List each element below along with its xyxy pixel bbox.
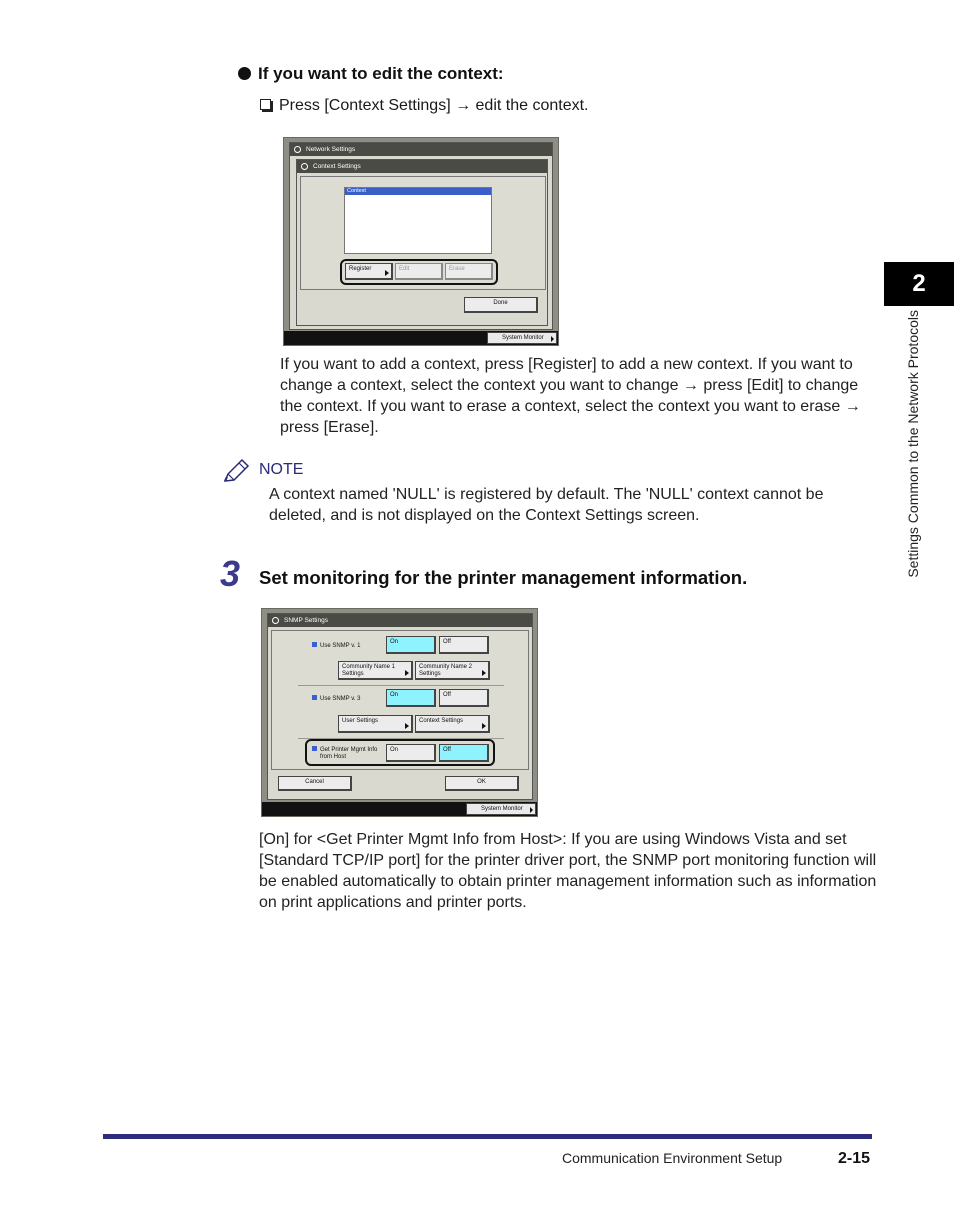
snmp-settings-screenshot [261, 608, 538, 817]
community-name-2-button[interactable]: Community Name 2 Settings [415, 661, 490, 680]
list-header: Context [345, 188, 491, 195]
checkbox-icon [312, 695, 317, 700]
settings-icon [301, 163, 308, 170]
bullet-icon [238, 67, 251, 80]
step-title: Set monitoring for the printer management information. [259, 567, 748, 588]
context-settings-button[interactable]: Context Settings [415, 715, 490, 733]
system-monitor-button[interactable]: System Monitor [466, 803, 536, 815]
system-bar [262, 802, 537, 816]
pencil-icon [222, 458, 250, 484]
arrow-icon [530, 807, 533, 813]
arrow-icon [405, 723, 409, 729]
arrow-icon [482, 670, 486, 676]
highlight-ring [340, 259, 498, 285]
step-instruction: Press [Context Settings] → edit the context. [260, 97, 588, 115]
settings-icon [272, 617, 279, 624]
section-heading: If you want to edit the context: [238, 64, 504, 84]
note-text: A context named 'NULL' is registered by default. The 'NULL' context cannot be deleted, and is not displayed on the Context Settings screen. [269, 486, 824, 524]
window-title-bar: Context Settings [297, 160, 547, 173]
community-name-1-button[interactable]: Community Name 1 Settings [338, 661, 413, 680]
step-number: 3 [220, 553, 241, 594]
chapter-side-title: Settings Common to the Network Protocols [905, 310, 921, 578]
window-title-bar: SNMP Settings [268, 614, 532, 627]
highlight-ring [305, 739, 495, 766]
checkbox-icon [260, 99, 271, 110]
snmp-v3-label: Use SNMP v. 3 [312, 695, 360, 703]
ok-button[interactable]: OK [445, 776, 519, 791]
divider [298, 685, 504, 686]
snmp-v1-on-button[interactable]: On [386, 636, 436, 654]
arrow-icon [551, 336, 554, 342]
network-settings-window [289, 142, 553, 330]
window-title-bar: Network Settings [290, 143, 552, 156]
note-label: NOTE [259, 461, 304, 478]
get-info-on-button[interactable]: On [386, 744, 436, 762]
context-settings-screenshot [283, 137, 559, 346]
system-monitor-button[interactable]: System Monitor [487, 332, 557, 344]
page-number: 2-15 [838, 1150, 871, 1167]
edit-button[interactable]: Edit [395, 263, 443, 280]
snmp-settings-window [267, 613, 533, 800]
get-info-off-button[interactable]: Off [439, 744, 489, 762]
register-button[interactable]: Register [345, 263, 393, 280]
snmp-v3-off-button[interactable]: Off [439, 689, 489, 707]
context-list[interactable] [344, 187, 492, 254]
cancel-button[interactable]: Cancel [278, 776, 352, 791]
erase-button[interactable]: Erase [445, 263, 493, 280]
snmp-v3-on-button[interactable]: On [386, 689, 436, 707]
get-printer-info-label: Get Printer Mgmt Info from Host [312, 746, 377, 761]
snmp-v1-label: Use SNMP v. 1 [312, 642, 360, 650]
done-button[interactable]: Done [464, 297, 538, 313]
arrow-icon [405, 670, 409, 676]
footer-section-name: Communication Environment Setup [562, 1150, 783, 1166]
chapter-tab: 2 [884, 262, 954, 306]
context-description: If you want to add a context, press [Register] to add a new context. If you want to change a context, select the context you want to change → press [Edit] to change the context. If you want to erase a context, select the context you want to erase → press [Erase]. [280, 356, 861, 436]
user-settings-button[interactable]: User Settings [338, 715, 413, 733]
footer-rule [103, 1134, 872, 1139]
settings-icon [294, 146, 301, 153]
checkbox-icon [312, 642, 317, 647]
snmp-v1-off-button[interactable]: Off [439, 636, 489, 654]
arrow-icon [482, 723, 486, 729]
context-settings-window [296, 159, 548, 326]
result-description: [On] for <Get Printer Mgmt Info from Host>: If you are using Windows Vista and set [Standard TCP/IP port] for the printer driver port, the SNMP port monitoring function will be enabled automatically to obtain printer management information such as information on print applications and printer ports. [259, 831, 877, 911]
system-bar [284, 331, 558, 345]
